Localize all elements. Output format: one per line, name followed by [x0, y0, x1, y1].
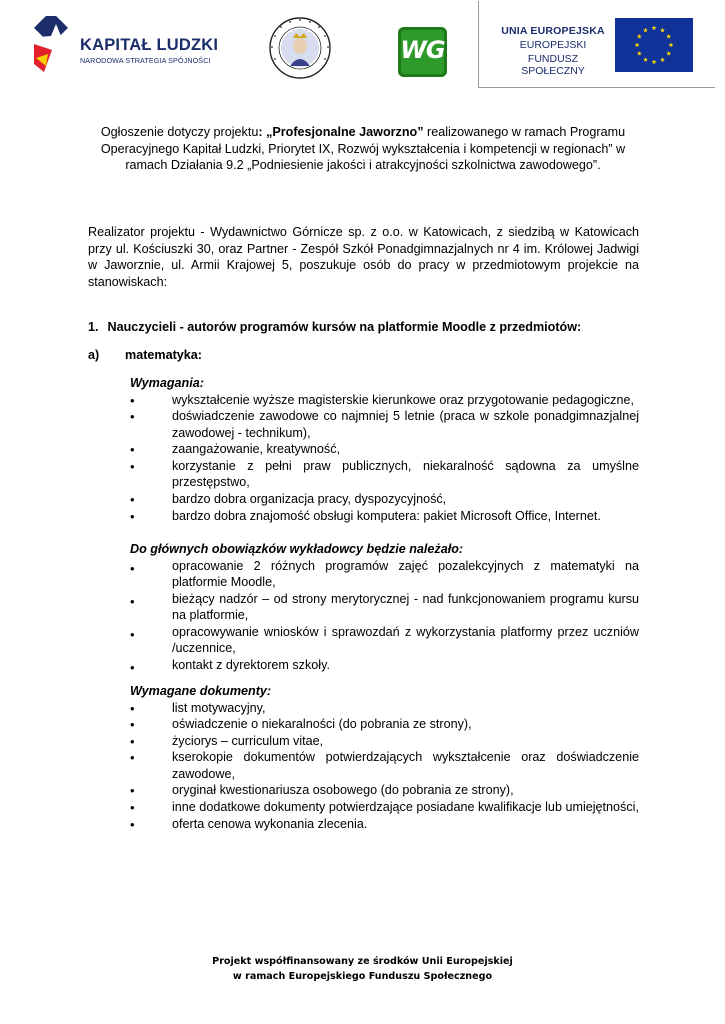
wg-logo [398, 27, 447, 77]
bullet-icon: • [130, 593, 135, 609]
list-item-text: korzystanie z pełni praw publicznych, niekaralność sądowna za umyślne przestępstwo, [172, 458, 639, 490]
list-item [130, 749, 639, 782]
list-item [130, 558, 639, 591]
kapital-ludzki-subtitle: NARODOWA STRATEGIA SPÓJNOŚCI [80, 56, 211, 65]
subsection-title: matematyka: [125, 348, 203, 362]
bullet-icon: • [130, 626, 135, 642]
footer [150, 954, 575, 984]
requirements-section [130, 375, 639, 524]
list-item [130, 392, 639, 409]
realizator-paragraph: Realizator projektu - Wydawnictwo Górnicze sp. z o.o. w Katowicach, z siedzibą w Katowicach przy ul. Kościuszki 30, oraz Partner - Zespół Szkół Ponadgimnazjalnych nr 4 im. Królowej Jadwigi w Jaworznie, ul. Armii Krajowej 5, poszukuje osób do pracy w przedmiotowym projekcie na stanowiskach: [88, 225, 639, 289]
list-item-text: bardzo dobra organizacja pracy, dyspozycyjność, [172, 492, 447, 507]
intro-text-start: Ogłoszenie dotyczy projektu [100, 125, 259, 139]
requirements-list [130, 392, 639, 525]
list-item-text: kontakt z dyrektorem szkoły. [172, 658, 330, 673]
list-item-text: kserokopie dokumentów potwierdzających wykształcenie oraz doświadczenie zawodowe, [172, 750, 639, 781]
list-item [130, 716, 639, 733]
list-item [130, 657, 639, 674]
list-item-text: wykształcenie wyższe magisterskie kierunkowe oraz przygotowanie pedagogiczne, [172, 392, 634, 407]
eu-line-1: UNIA EUROPEJSKA [501, 25, 605, 37]
bullet-icon: • [130, 660, 135, 676]
list-item-text: zaangażowanie, kreatywność, [172, 442, 341, 457]
bullet-icon: • [130, 700, 135, 716]
intro-project-name: : „Profesjonalne Jaworzno” [258, 125, 424, 139]
list-item-text: oferta cenowa wykonania zlecenia. [172, 816, 368, 831]
kapital-ludzki-star-icon [34, 14, 74, 72]
bullet-icon: • [130, 816, 135, 832]
school-seal [268, 16, 332, 80]
kapital-ludzki-title: KAPITAŁ LUDZKI [80, 36, 219, 54]
section-number: 1. [88, 320, 99, 334]
bullet-icon: • [130, 458, 135, 474]
list-item [130, 441, 639, 458]
eu-logo-block [478, 1, 715, 88]
list-item [130, 799, 639, 816]
list-item-text: oświadczenie o niekaralności (do pobrania ze strony), [172, 717, 472, 732]
bullet-icon: • [130, 750, 135, 766]
intro-text-end: realizowanego w ramach Programu Operacyjnego Kapitał Ludzki, Priorytet IX, Rozwój wykształcenia i kompetencji w regionach” w ramach Działania 9.2 „Podniesienie jakości i atrakcyjności szkolnictwa zawodowego”. [100, 125, 626, 172]
bullet-icon: • [130, 800, 135, 816]
bullet-icon: • [130, 508, 135, 524]
school-seal-icon [268, 16, 332, 80]
list-item [130, 408, 639, 441]
bullet-icon: • [130, 560, 135, 576]
intro-paragraph [88, 124, 638, 174]
list-item-text: list motywacyjny, [172, 700, 266, 715]
list-item [130, 591, 639, 624]
list-item-text: oryginał kwestionariusza osobowego (do pobrania ze strony), [172, 783, 514, 798]
list-item [130, 458, 639, 491]
footer-line-2: w ramach Europejskiego Funduszu Społecznego [232, 971, 493, 982]
bullet-icon: • [130, 392, 135, 408]
eu-line-3: FUNDUSZ SPOŁECZNY [521, 53, 585, 77]
bullet-icon: • [130, 442, 135, 458]
list-item-text: życiorys – curriculum vitae, [172, 733, 324, 748]
list-item [130, 782, 639, 799]
subsection-letter: a) [88, 348, 100, 362]
documents-list [130, 700, 639, 833]
list-item [130, 733, 639, 750]
list-item [130, 624, 639, 657]
section-title: Nauczycieli - autorów programów kursów na platformie Moodle z przedmiotów: [107, 320, 582, 334]
bullet-icon: • [130, 409, 135, 425]
duties-title: Do głównych obowiązków wykładowcy będzie należało: [130, 542, 464, 556]
kapital-ludzki-logo [34, 14, 224, 74]
list-item-text: bardzo dobra znajomość obsługi komputera: pakiet Microsoft Office, Internet. [172, 508, 601, 523]
list-item-text: bieżący nadzór – od strony merytorycznej - nad funkcjonowaniem programu kursu na platformie, [172, 591, 639, 623]
bullet-icon: • [130, 733, 135, 749]
list-item [130, 816, 639, 833]
bullet-icon: • [130, 783, 135, 799]
list-item [130, 491, 639, 508]
wg-logo-text: WG [400, 36, 445, 64]
footer-line-1: Projekt współfinansowany ze środków Unii Europejskiej [212, 956, 513, 967]
eu-line-2: EUROPEJSKI [519, 39, 587, 51]
list-item-text: opracowywanie wniosków i sprawozdań z wykorzystania platformy przez uczniów /uczennice, [172, 624, 639, 656]
bullet-icon: • [130, 717, 135, 733]
documents-section [130, 683, 639, 832]
bullet-icon: • [130, 492, 135, 508]
list-item [130, 700, 639, 717]
duties-section [130, 541, 639, 674]
requirements-title: Wymagania: [130, 376, 204, 390]
list-item-text: inne dodatkowe dokumenty potwierdzające posiadane kwalifikacje lub umiejętności, [172, 800, 639, 815]
section-heading [88, 320, 581, 334]
list-item-text: doświadczenie zawodowe co najmniej 5 letnie (praca w szkole ponadgimnazjalnej zawodowej - technikum), [172, 409, 639, 440]
list-item [130, 508, 639, 525]
subsection-heading [88, 348, 202, 362]
list-item-text: opracowanie 2 różnych programów zajęć pozalekcyjnych z matematyki na platformie Moodle, [172, 558, 639, 590]
eu-flag-icon [615, 18, 693, 72]
duties-list [130, 558, 639, 674]
documents-title: Wymagane dokumenty: [130, 684, 272, 698]
